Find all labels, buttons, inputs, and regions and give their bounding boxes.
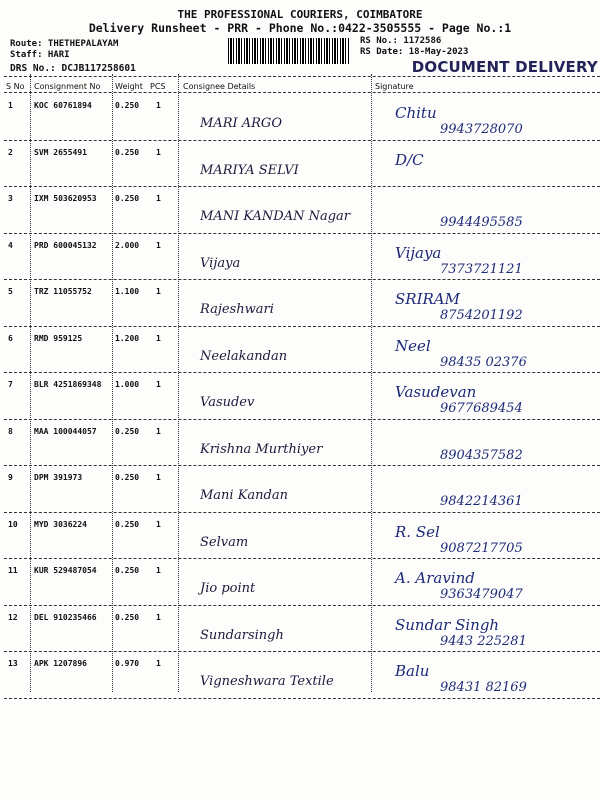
pieces-count: 1 — [156, 426, 161, 436]
serial-number: 6 — [8, 333, 13, 343]
rs-number: RS No.: 1172586 — [360, 36, 442, 46]
pieces-count: 1 — [156, 147, 161, 157]
document-delivery-stamp: DOCUMENT DELIVERY — [411, 58, 598, 76]
col-sno: S No — [6, 82, 25, 91]
col-weight: Weight — [115, 82, 143, 91]
receiver-phone: 98431 82169 — [440, 680, 527, 695]
serial-number: 9 — [8, 473, 13, 482]
pieces-count: 1 — [156, 333, 161, 343]
receiver-signature: Balu — [395, 662, 430, 680]
weight-value: 0.970 — [115, 659, 140, 668]
rs-date: RS Date: 18-May-2023 — [360, 47, 469, 57]
route-label: Route: THETHEPALAYAM — [10, 39, 119, 49]
weight-value: 0.250 — [115, 101, 140, 110]
pieces-count: 1 — [156, 287, 161, 296]
consignment-number: APK 1207896 — [34, 659, 87, 668]
pieces-count: 1 — [156, 612, 161, 622]
weight-value: 1.100 — [115, 287, 140, 296]
consignee-name: Jio point — [200, 581, 256, 596]
consignee-name: Sundarsingh — [200, 627, 284, 643]
consignment-number: DPM 391973 — [34, 473, 83, 482]
consignment-number: PRD 600045132 — [34, 240, 97, 250]
weight-value: 0.250 — [115, 147, 140, 157]
consignment-number: RMD 959125 — [34, 333, 83, 343]
staff-label: Staff: HARI — [10, 50, 70, 60]
serial-number: 4 — [8, 240, 13, 250]
weight-value: 0.250 — [115, 519, 140, 529]
receiver-phone: 9087217705 — [440, 540, 523, 556]
receiver-phone: 98435 02376 — [440, 354, 527, 370]
receiver-phone: 8904357582 — [440, 447, 523, 463]
receiver-phone: 9943728070 — [440, 122, 523, 137]
weight-value: 1.200 — [115, 333, 140, 343]
receiver-signature: Vasudevan — [395, 383, 477, 401]
serial-number: 13 — [8, 659, 18, 668]
runsheet-subtitle: Delivery Runsheet - PRR - Phone No.:0422-3505555 - Page No.:1 — [88, 21, 512, 35]
serial-number: 11 — [8, 566, 18, 575]
receiver-signature: Neel — [395, 336, 431, 355]
serial-number: 10 — [8, 519, 18, 529]
serial-number: 1 — [8, 101, 13, 110]
receiver-phone: 9842214361 — [440, 494, 523, 509]
consignment-number: IXM 503620953 — [34, 194, 97, 203]
receiver-phone: 9443 225281 — [440, 633, 527, 649]
barcode-image — [228, 38, 350, 64]
table-row — [0, 652, 600, 707]
serial-number: 12 — [8, 612, 18, 622]
consignee-name: Neelakandan — [200, 348, 288, 364]
pieces-count: 1 — [156, 659, 161, 668]
consignee-name: MANI KANDAN Nagar — [200, 209, 351, 224]
consignment-number: KUR 529487054 — [34, 566, 97, 575]
consignment-number: MYD 3036224 — [34, 519, 87, 529]
receiver-signature: Chitu — [395, 104, 437, 122]
consignee-name: Selvam — [200, 534, 249, 550]
header-top-rule — [4, 76, 600, 77]
pieces-count: 1 — [156, 380, 161, 389]
pieces-count: 1 — [156, 519, 161, 529]
serial-number: 8 — [8, 426, 13, 436]
company-title: THE PROFESSIONAL COURIERS, COIMBATORE — [177, 8, 423, 21]
consignee-name: Krishna Murthiyer — [200, 441, 323, 457]
consignment-number: SVM 2655491 — [34, 147, 87, 157]
pieces-count: 1 — [156, 194, 161, 203]
receiver-signature: R. Sel — [395, 522, 440, 541]
receiver-phone: 8754201192 — [440, 308, 523, 323]
pieces-count: 1 — [156, 101, 161, 110]
consignee-name: Vijaya — [200, 255, 241, 271]
consignment-number: TRZ 11055752 — [34, 287, 92, 296]
consignee-name: Vasudev — [200, 395, 255, 410]
consignment-number: KOC 60761894 — [34, 101, 92, 110]
consignment-number: BLR 4251869348 — [34, 380, 102, 389]
pieces-count: 1 — [156, 240, 161, 250]
serial-number: 2 — [8, 147, 13, 157]
consignment-number: DEL 910235466 — [34, 612, 97, 622]
consignment-number: MAA 100044057 — [34, 426, 97, 436]
weight-value: 0.250 — [115, 612, 140, 622]
weight-value: 0.250 — [115, 426, 140, 436]
serial-number: 5 — [8, 287, 13, 296]
col-pcs: PCS — [150, 82, 166, 91]
receiver-signature: Vijaya — [395, 243, 442, 262]
receiver-signature: D/C — [395, 150, 424, 169]
weight-value: 0.250 — [115, 194, 140, 203]
header-bottom-rule — [4, 92, 600, 93]
serial-number: 7 — [8, 380, 13, 389]
weight-value: 2.000 — [115, 240, 140, 250]
receiver-phone: 9363479047 — [440, 587, 523, 602]
receiver-signature: Sundar Singh — [395, 615, 500, 634]
weight-value: 0.250 — [115, 566, 140, 575]
col-signature: Signature — [375, 82, 414, 91]
consignee-name: MARI ARGO — [200, 116, 282, 131]
receiver-signature: SRIRAM — [395, 290, 460, 308]
pieces-count: 1 — [156, 566, 161, 575]
col-consignment: Consignment No — [34, 82, 101, 91]
consignee-name: Rajeshwari — [200, 302, 274, 317]
receiver-phone: 9944495585 — [440, 215, 523, 230]
receiver-signature: A. Aravind — [395, 569, 475, 587]
serial-number: 3 — [8, 194, 13, 203]
pieces-count: 1 — [156, 473, 161, 482]
consignee-name: Vigneshwara Textile — [200, 674, 334, 689]
row-divider — [4, 698, 600, 699]
drs-number: DRS No.: DCJB117258601 — [10, 63, 136, 74]
consignee-name: MARIYA SELVI — [200, 162, 299, 178]
receiver-phone: 7373721121 — [440, 261, 523, 277]
weight-value: 1.000 — [115, 380, 140, 389]
consignee-name: Mani Kandan — [200, 488, 289, 503]
weight-value: 0.250 — [115, 473, 140, 482]
col-consignee: Consignee Details — [183, 82, 256, 91]
receiver-phone: 9677689454 — [440, 401, 523, 416]
